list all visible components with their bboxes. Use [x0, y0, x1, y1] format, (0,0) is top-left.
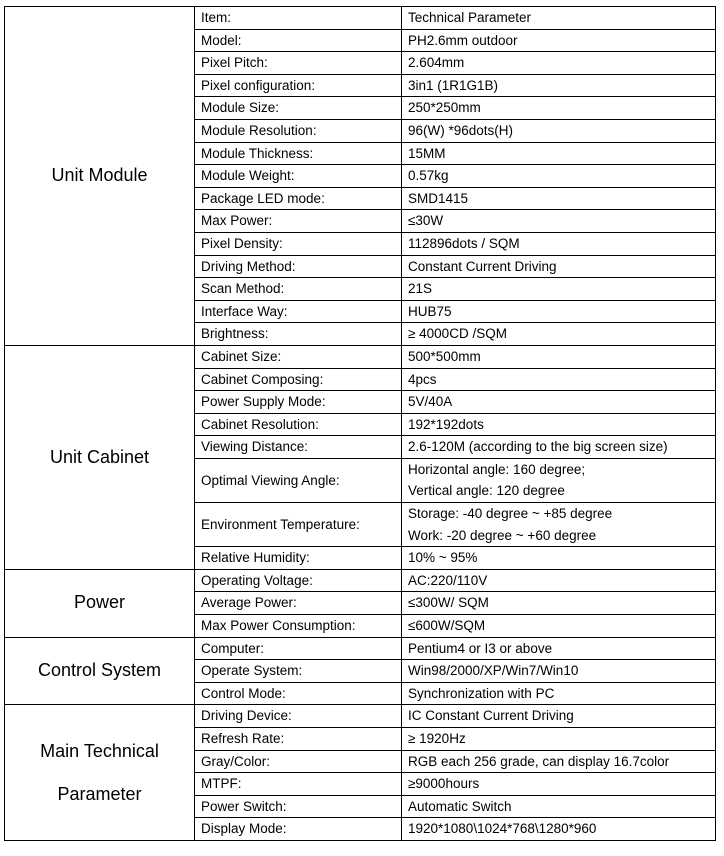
item-value-line: Storage: -40 degree ~ +85 degree — [408, 506, 613, 522]
item-label: Cabinet Resolution: — [195, 413, 402, 436]
item-value: 0.57kg — [402, 165, 716, 188]
item-label: Driving Device: — [195, 705, 402, 728]
item-value: ≤300W/ SQM — [402, 592, 716, 615]
item-value: 2.6-120M (according to the big screen size) — [402, 436, 716, 459]
item-value: Synchronization with PC — [402, 682, 716, 705]
item-value: 2.604mm — [402, 52, 716, 75]
item-label: Model: — [195, 29, 402, 52]
item-value — [402, 458, 716, 502]
item-label: Module Thickness: — [195, 142, 402, 165]
item-label: Operating Voltage: — [195, 569, 402, 592]
item-value: ≥ 1920Hz — [402, 728, 716, 751]
item-value: Technical Parameter — [402, 7, 716, 30]
item-value: IC Constant Current Driving — [402, 705, 716, 728]
item-value: 96(W) *96dots(H) — [402, 119, 716, 142]
group-label-line: Unit Module — [51, 165, 148, 186]
group-label — [5, 345, 195, 569]
item-value: Pentium4 or I3 or above — [402, 637, 716, 660]
item-value: 15MM — [402, 142, 716, 165]
item-value: ≥ 4000CD /SQM — [402, 323, 716, 346]
item-label: Viewing Distance: — [195, 436, 402, 459]
item-value: PH2.6mm outdoor — [402, 29, 716, 52]
item-value: 1920*1080\1024*768\1280*960 — [402, 818, 716, 841]
specification-table-body — [5, 7, 716, 841]
item-value: Constant Current Driving — [402, 255, 716, 278]
item-label: Pixel configuration: — [195, 74, 402, 97]
item-label: Refresh Rate: — [195, 728, 402, 751]
table-row — [5, 7, 716, 30]
item-label: Power Supply Mode: — [195, 391, 402, 414]
item-value — [402, 503, 716, 547]
table-row — [5, 569, 716, 592]
item-label: Interface Way: — [195, 300, 402, 323]
item-value: 250*250mm — [402, 97, 716, 120]
table-row — [5, 705, 716, 728]
group-label — [5, 637, 195, 705]
item-value: 10% ~ 95% — [402, 547, 716, 570]
item-value-line: Work: -20 degree ~ +60 degree — [408, 527, 597, 543]
item-value: ≥9000hours — [402, 773, 716, 796]
item-value: 4pcs — [402, 368, 716, 391]
item-value-line: Vertical angle: 120 degree — [408, 483, 565, 499]
item-value: Automatic Switch — [402, 795, 716, 818]
item-value: Win98/2000/XP/Win7/Win10 — [402, 660, 716, 683]
group-label-line: Power — [73, 592, 126, 613]
item-label: Gray/Color: — [195, 750, 402, 773]
item-value: ≤600W/SQM — [402, 615, 716, 638]
item-value: AC:220/110V — [402, 569, 716, 592]
item-label: Control Mode: — [195, 682, 402, 705]
group-label — [5, 705, 195, 841]
item-value: 192*192dots — [402, 413, 716, 436]
group-label-line: Parameter — [57, 783, 142, 804]
item-label: Power Switch: — [195, 795, 402, 818]
item-value: SMD1415 — [402, 187, 716, 210]
item-value: 500*500mm — [402, 345, 716, 368]
item-label: Package LED mode: — [195, 187, 402, 210]
item-label: Cabinet Size: — [195, 345, 402, 368]
group-label — [5, 569, 195, 637]
item-label: Cabinet Composing: — [195, 368, 402, 391]
item-label: Scan Method: — [195, 278, 402, 301]
table-row — [5, 637, 716, 660]
item-value: 3in1 (1R1G1B) — [402, 74, 716, 97]
item-label: Module Size: — [195, 97, 402, 120]
item-label: Display Mode: — [195, 818, 402, 841]
item-label: Average Power: — [195, 592, 402, 615]
item-value-line: Horizontal angle: 160 degree; — [408, 461, 586, 477]
item-label: Operate System: — [195, 660, 402, 683]
item-label: Pixel Density: — [195, 232, 402, 255]
spec-table-container — [4, 6, 716, 841]
item-value: 21S — [402, 278, 716, 301]
table-row — [5, 345, 716, 368]
item-label: Module Weight: — [195, 165, 402, 188]
item-label: Environment Temperature: — [195, 503, 402, 547]
item-label: Optimal Viewing Angle: — [195, 458, 402, 502]
group-label-line: Main Technical — [40, 740, 159, 761]
item-label: Pixel Pitch: — [195, 52, 402, 75]
item-label: Brightness: — [195, 323, 402, 346]
item-value: RGB each 256 grade, can display 16.7color — [402, 750, 716, 773]
item-label: Driving Method: — [195, 255, 402, 278]
group-label-line: Unit Cabinet — [49, 446, 150, 467]
item-value: 5V/40A — [402, 391, 716, 414]
group-label-line: Control System — [37, 660, 162, 681]
item-value: ≤30W — [402, 210, 716, 233]
specification-table — [4, 6, 716, 841]
item-label: MTPF: — [195, 773, 402, 796]
item-label: Module Resolution: — [195, 119, 402, 142]
item-label: Max Power: — [195, 210, 402, 233]
item-label: Item: — [195, 7, 402, 30]
item-value: HUB75 — [402, 300, 716, 323]
item-label: Relative Humidity: — [195, 547, 402, 570]
item-label: Max Power Consumption: — [195, 615, 402, 638]
group-label — [5, 7, 195, 346]
item-label: Computer: — [195, 637, 402, 660]
item-value: 112896dots / SQM — [402, 232, 716, 255]
